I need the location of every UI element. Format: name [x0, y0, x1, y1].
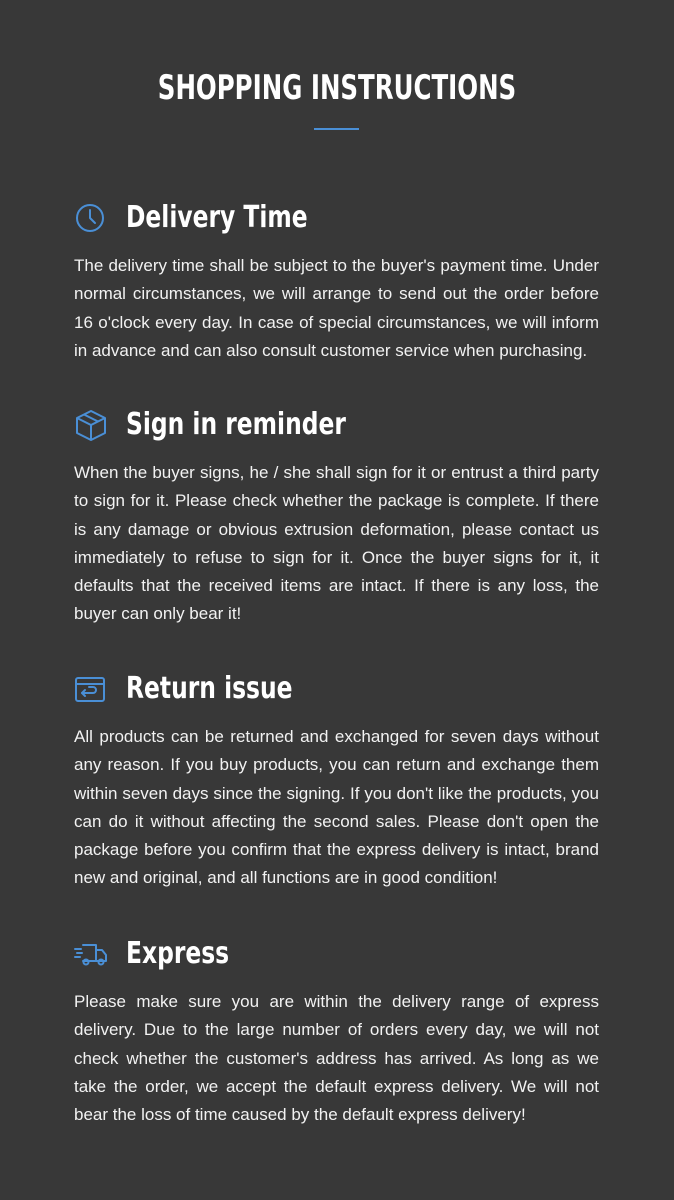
section-body: All products can be returned and exchanged for seven days without any reason. If you buy products, you can return and exchange them within seven days since the signing. If you don't like the products, you can do it without affecting the second sales. Please don't open the package before you confirm that the express delivery is intact, brand new and original, and all functions are in good condition! — [74, 727, 599, 888]
section-header — [74, 932, 599, 976]
title-underline — [314, 128, 359, 130]
delivery-truck-icon — [74, 938, 108, 970]
section-title: Sign in reminder — [126, 407, 346, 442]
section-body: The delivery time shall be subject to the buyer's payment time. Under normal circumstances, we will arrange to send out the order before 16 o'clock every day. In case of special circumstances, we will inform in advance and can also consult customer service when purchasing. — [74, 256, 599, 360]
section-return-issue — [74, 667, 599, 893]
package-box-icon — [74, 409, 108, 441]
section-body: Please make sure you are within the delivery range of express delivery. Due to the large number of orders every day, we will not check whether the customer's address has arrived. As long as we take the order, we accept the default express delivery. We will not bear the loss of time caused by the default express delivery! — [74, 992, 599, 1125]
section-express — [74, 932, 599, 1129]
section-delivery-time — [74, 196, 599, 365]
page-title: SHOPPING INSTRUCTIONS — [157, 68, 517, 108]
section-header — [74, 196, 599, 240]
section-header — [74, 403, 599, 447]
section-sign-in-reminder — [74, 403, 599, 629]
section-header — [74, 667, 599, 711]
section-title: Express — [126, 936, 230, 971]
clock-icon — [74, 202, 108, 234]
section-title: Delivery Time — [126, 200, 308, 235]
section-title: Return issue — [126, 671, 293, 706]
return-icon — [74, 673, 108, 705]
section-body: When the buyer signs, he / she shall sign for it or entrust a third party to sign for it. Please check whether the package is complete. If there is any damage or obvious extrusion deformation, please contact us immediately to refuse to sign for it. Once the buyer signs for it, it defaults that the received items are intact. If there is any loss, the buyer can only bear it! — [74, 463, 599, 624]
